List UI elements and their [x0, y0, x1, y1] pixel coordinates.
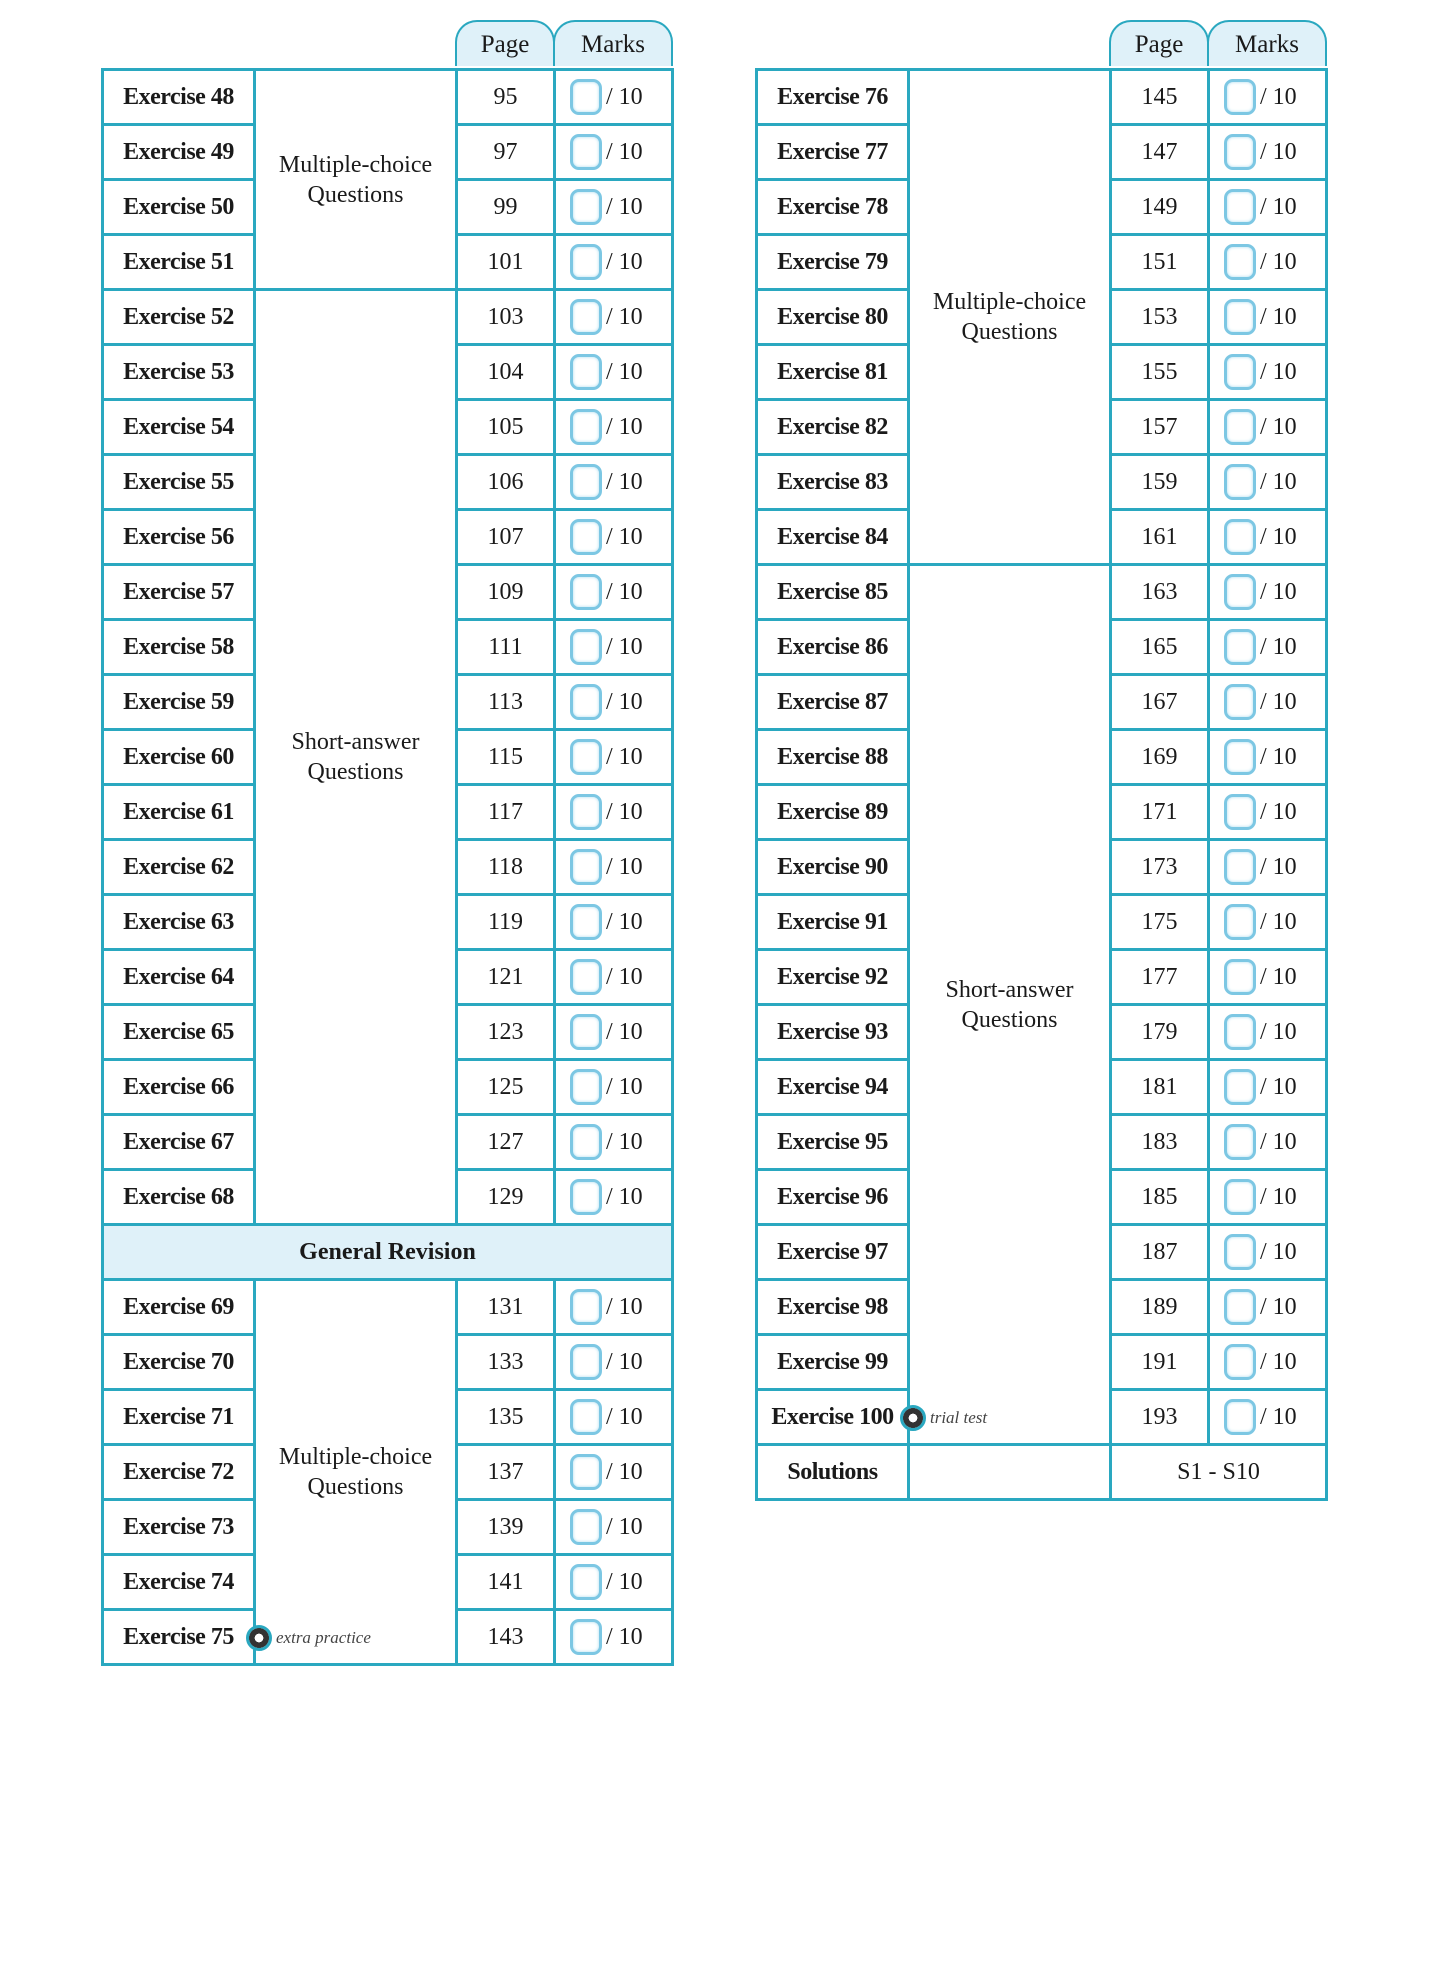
exercise-label: Exercise 97 — [757, 1225, 909, 1280]
page-number: 187 — [1111, 1225, 1209, 1280]
marks-input-box[interactable] — [570, 1179, 602, 1215]
page-number: 139 — [457, 1500, 555, 1555]
marks-out-of: / 10 — [606, 1128, 643, 1155]
marks-cell — [1209, 675, 1327, 730]
marks-input-box[interactable] — [1224, 739, 1256, 775]
marks-out-of: / 10 — [1260, 1128, 1297, 1155]
marks-cell — [555, 400, 673, 455]
marks-input-box[interactable] — [570, 794, 602, 830]
page-number: 143 — [457, 1610, 555, 1665]
marks-out-of: / 10 — [1260, 798, 1297, 825]
marks-cell — [555, 510, 673, 565]
table-row — [757, 1445, 1327, 1500]
empty-cell — [909, 1445, 1111, 1500]
marks-out-of: / 10 — [606, 1183, 643, 1210]
marks-cell — [1209, 620, 1327, 675]
marks-cell — [555, 1005, 673, 1060]
marks-input-box[interactable] — [570, 1069, 602, 1105]
page-number: 111 — [457, 620, 555, 675]
marks-input-box[interactable] — [570, 409, 602, 445]
page-number: 145 — [1111, 70, 1209, 125]
marks-input-box[interactable] — [570, 189, 602, 225]
marks-out-of: / 10 — [1260, 963, 1297, 990]
exercise-label: Exercise 55 — [103, 455, 255, 510]
exercise-label: Exercise 81 — [757, 345, 909, 400]
trial-test-icon — [900, 1405, 926, 1431]
marks-out-of: / 10 — [1260, 83, 1297, 110]
marks-out-of: / 10 — [1260, 1073, 1297, 1100]
exercise-label: Exercise 91 — [757, 895, 909, 950]
exercise-label: Exercise 89 — [757, 785, 909, 840]
badge — [246, 1623, 371, 1653]
page-number: 95 — [457, 70, 555, 125]
marks-out-of: / 10 — [1260, 1403, 1297, 1430]
page-number: 169 — [1111, 730, 1209, 785]
page-number: 153 — [1111, 290, 1209, 345]
page-number: 133 — [457, 1335, 555, 1390]
marks-out-of: / 10 — [606, 963, 643, 990]
page-number: 135 — [457, 1390, 555, 1445]
solutions-pages: S1 - S10 — [1111, 1445, 1327, 1500]
marks-input-box[interactable] — [570, 904, 602, 940]
column-headers — [101, 20, 674, 68]
marks-cell — [555, 1610, 673, 1665]
marks-out-of: / 10 — [606, 743, 643, 770]
exercise-label: Exercise 56 — [103, 510, 255, 565]
marks-out-of: / 10 — [1260, 908, 1297, 935]
page-column-header: Page — [1109, 20, 1209, 66]
marks-cell — [1209, 1060, 1327, 1115]
exercise-label: Exercise 90 — [757, 840, 909, 895]
question-type-cell: Short-answer Questions — [255, 290, 457, 1225]
marks-input-box[interactable] — [570, 739, 602, 775]
exercise-label: Exercise 61 — [103, 785, 255, 840]
exercise-label: Exercise 100 — [757, 1390, 909, 1445]
page-number: 163 — [1111, 565, 1209, 620]
marks-input-box[interactable] — [570, 959, 602, 995]
table-row — [103, 70, 673, 125]
marks-cell — [555, 620, 673, 675]
exercise-label: Exercise 96 — [757, 1170, 909, 1225]
marks-input-box[interactable] — [1224, 1289, 1256, 1325]
marks-out-of: / 10 — [606, 1458, 643, 1485]
marks-cell — [555, 1060, 673, 1115]
marks-cell — [1209, 895, 1327, 950]
exercise-label: Exercise 49 — [103, 125, 255, 180]
marks-cell — [1209, 785, 1327, 840]
page-number: 104 — [457, 345, 555, 400]
marks-out-of: / 10 — [606, 248, 643, 275]
marks-out-of: / 10 — [606, 853, 643, 880]
page-number: 119 — [457, 895, 555, 950]
section-heading: General Revision — [103, 1225, 673, 1280]
page-number: 106 — [457, 455, 555, 510]
marks-input-box[interactable] — [570, 1124, 602, 1160]
marks-input-box[interactable] — [570, 519, 602, 555]
marks-column-header: Marks — [553, 20, 673, 66]
marks-out-of: / 10 — [1260, 1018, 1297, 1045]
marks-input-box[interactable] — [1224, 904, 1256, 940]
marks-cell — [555, 1555, 673, 1610]
marks-out-of: / 10 — [1260, 193, 1297, 220]
marks-out-of: / 10 — [606, 413, 643, 440]
page-number: 157 — [1111, 400, 1209, 455]
marks-out-of: / 10 — [1260, 413, 1297, 440]
marks-cell — [1209, 345, 1327, 400]
question-type-cell: Short-answer Questions trial test — [909, 565, 1111, 1445]
marks-input-box[interactable] — [1224, 1344, 1256, 1380]
page-number: 159 — [1111, 455, 1209, 510]
page-number: 123 — [457, 1005, 555, 1060]
exercise-label: Exercise 71 — [103, 1390, 255, 1445]
exercise-label: Exercise 62 — [103, 840, 255, 895]
marks-cell — [555, 290, 673, 345]
marks-cell — [1209, 1390, 1327, 1445]
marks-out-of: / 10 — [1260, 523, 1297, 550]
page-number: 149 — [1111, 180, 1209, 235]
page-number: 117 — [457, 785, 555, 840]
marks-column-header: Marks — [1207, 20, 1327, 66]
marks-out-of: / 10 — [606, 1623, 643, 1650]
marks-out-of: / 10 — [1260, 303, 1297, 330]
marks-input-box[interactable] — [570, 1344, 602, 1380]
marks-input-box[interactable] — [570, 1399, 602, 1435]
marks-cell — [1209, 510, 1327, 565]
exercise-label: Exercise 87 — [757, 675, 909, 730]
exercise-label: Exercise 80 — [757, 290, 909, 345]
marks-out-of: / 10 — [606, 303, 643, 330]
marks-input-box[interactable] — [570, 1564, 602, 1600]
exercise-label: Exercise 79 — [757, 235, 909, 290]
marks-out-of: / 10 — [606, 633, 643, 660]
marks-cell — [555, 1390, 673, 1445]
marks-cell — [1209, 180, 1327, 235]
exercise-label: Exercise 85 — [757, 565, 909, 620]
exercise-label: Exercise 63 — [103, 895, 255, 950]
marks-cell — [1209, 840, 1327, 895]
exercise-label: Exercise 88 — [757, 730, 909, 785]
marks-out-of: / 10 — [606, 1348, 643, 1375]
exercise-label: Exercise 68 — [103, 1170, 255, 1225]
page-number: 141 — [457, 1555, 555, 1610]
page-number: 127 — [457, 1115, 555, 1170]
page-number: 147 — [1111, 125, 1209, 180]
page-number: 121 — [457, 950, 555, 1005]
marks-cell — [1209, 565, 1327, 620]
marks-out-of: / 10 — [606, 468, 643, 495]
exercise-label: Exercise 58 — [103, 620, 255, 675]
exercise-label: Exercise 92 — [757, 950, 909, 1005]
table-row — [757, 70, 1327, 125]
marks-cell — [555, 895, 673, 950]
page-number: 189 — [1111, 1280, 1209, 1335]
page-number: 131 — [457, 1280, 555, 1335]
marks-input-box[interactable] — [570, 1619, 602, 1655]
marks-cell — [1209, 455, 1327, 510]
marks-cell — [555, 730, 673, 785]
marks-input-box[interactable] — [1224, 464, 1256, 500]
exercise-label: Exercise 69 — [103, 1280, 255, 1335]
page-number: 103 — [457, 290, 555, 345]
question-type-cell: Multiple-choice Questions — [909, 70, 1111, 565]
badge-label: trial test — [930, 1408, 988, 1427]
marks-out-of: / 10 — [1260, 138, 1297, 165]
marks-input-box[interactable] — [1224, 189, 1256, 225]
page-number: 167 — [1111, 675, 1209, 730]
marks-cell — [1209, 730, 1327, 785]
marks-input-box[interactable] — [1224, 354, 1256, 390]
marks-input-box[interactable] — [1224, 849, 1256, 885]
marks-cell — [555, 840, 673, 895]
page-number: 118 — [457, 840, 555, 895]
page-number: 151 — [1111, 235, 1209, 290]
exercise-label: Exercise 76 — [757, 70, 909, 125]
marks-cell — [555, 345, 673, 400]
exercise-label: Exercise 70 — [103, 1335, 255, 1390]
table-row — [103, 1280, 673, 1335]
exercise-label: Exercise 86 — [757, 620, 909, 675]
marks-input-box[interactable] — [570, 1289, 602, 1325]
marks-out-of: / 10 — [606, 578, 643, 605]
page-number: 113 — [457, 675, 555, 730]
marks-cell — [1209, 125, 1327, 180]
page-number: 161 — [1111, 510, 1209, 565]
marks-cell — [1209, 70, 1327, 125]
marks-out-of: / 10 — [606, 1513, 643, 1540]
marks-input-box[interactable] — [1224, 794, 1256, 830]
marks-out-of: / 10 — [606, 1568, 643, 1595]
page-number: 183 — [1111, 1115, 1209, 1170]
marks-input-box[interactable] — [1224, 299, 1256, 335]
page-column-header: Page — [455, 20, 555, 66]
marks-cell — [1209, 290, 1327, 345]
marks-out-of: / 10 — [1260, 358, 1297, 385]
marks-cell — [555, 1335, 673, 1390]
marks-input-box[interactable] — [570, 574, 602, 610]
question-type-cell: Multiple-choice Questions — [255, 70, 457, 290]
marks-cell — [555, 70, 673, 125]
exercise-label: Exercise 72 — [103, 1445, 255, 1500]
exercise-label: Exercise 52 — [103, 290, 255, 345]
exercise-label: Exercise 48 — [103, 70, 255, 125]
exercise-label: Exercise 74 — [103, 1555, 255, 1610]
exercise-label: Exercise 84 — [757, 510, 909, 565]
marks-out-of: / 10 — [1260, 468, 1297, 495]
marks-input-box[interactable] — [1224, 629, 1256, 665]
badge-label: extra practice — [276, 1628, 371, 1647]
page-number: 177 — [1111, 950, 1209, 1005]
marks-cell — [1209, 235, 1327, 290]
page-number: 171 — [1111, 785, 1209, 840]
marks-cell — [555, 455, 673, 510]
marks-input-box[interactable] — [1224, 1069, 1256, 1105]
page-number: 137 — [457, 1445, 555, 1500]
marks-cell — [555, 675, 673, 730]
marks-cell — [555, 565, 673, 620]
page-number: 175 — [1111, 895, 1209, 950]
marks-input-box[interactable] — [570, 244, 602, 280]
marks-input-box[interactable] — [1224, 409, 1256, 445]
marks-out-of: / 10 — [606, 1293, 643, 1320]
marks-out-of: / 10 — [606, 908, 643, 935]
marks-out-of: / 10 — [1260, 853, 1297, 880]
marks-cell — [555, 125, 673, 180]
marks-cell — [555, 1115, 673, 1170]
exercise-label: Exercise 99 — [757, 1335, 909, 1390]
marks-input-box[interactable] — [570, 629, 602, 665]
marks-input-box[interactable] — [1224, 79, 1256, 115]
exercise-label: Exercise 73 — [103, 1500, 255, 1555]
marks-cell — [1209, 1225, 1327, 1280]
marks-input-box[interactable] — [1224, 1124, 1256, 1160]
solutions-label: Solutions — [757, 1445, 909, 1500]
marks-cell — [555, 235, 673, 290]
marks-cell — [1209, 1005, 1327, 1060]
marks-out-of: / 10 — [1260, 633, 1297, 660]
marks-out-of: / 10 — [606, 193, 643, 220]
exercise-label: Exercise 51 — [103, 235, 255, 290]
marks-input-box[interactable] — [570, 299, 602, 335]
page-number: 107 — [457, 510, 555, 565]
marks-input-box[interactable] — [570, 79, 602, 115]
marks-out-of: / 10 — [1260, 1348, 1297, 1375]
page-number: 129 — [457, 1170, 555, 1225]
exercise-label: Exercise 65 — [103, 1005, 255, 1060]
exercise-label: Exercise 53 — [103, 345, 255, 400]
marks-input-box[interactable] — [1224, 244, 1256, 280]
table-row — [757, 565, 1327, 620]
marks-out-of: / 10 — [606, 358, 643, 385]
page-number: 105 — [457, 400, 555, 455]
marks-out-of: / 10 — [606, 1403, 643, 1430]
marks-input-box[interactable] — [570, 849, 602, 885]
marks-out-of: / 10 — [606, 1018, 643, 1045]
exercise-label: Exercise 67 — [103, 1115, 255, 1170]
marks-out-of: / 10 — [606, 688, 643, 715]
page-number: 99 — [457, 180, 555, 235]
marks-cell — [555, 1170, 673, 1225]
exercise-label: Exercise 54 — [103, 400, 255, 455]
extra-practice-icon — [246, 1625, 272, 1651]
marks-cell — [1209, 1170, 1327, 1225]
marks-input-box[interactable] — [1224, 1179, 1256, 1215]
page-number: 155 — [1111, 345, 1209, 400]
marks-input-box[interactable] — [1224, 519, 1256, 555]
marks-input-box[interactable] — [1224, 684, 1256, 720]
marks-input-box[interactable] — [1224, 1399, 1256, 1435]
marks-cell — [1209, 1115, 1327, 1170]
exercise-label: Exercise 77 — [757, 125, 909, 180]
page-number: 191 — [1111, 1335, 1209, 1390]
page-number: 193 — [1111, 1390, 1209, 1445]
marks-out-of: / 10 — [606, 1073, 643, 1100]
page-number: 101 — [457, 235, 555, 290]
marks-input-box[interactable] — [570, 684, 602, 720]
exercise-label: Exercise 93 — [757, 1005, 909, 1060]
marks-input-box[interactable] — [1224, 574, 1256, 610]
exercise-table — [755, 68, 1328, 1501]
marks-input-box[interactable] — [570, 464, 602, 500]
exercise-label: Exercise 59 — [103, 675, 255, 730]
marks-cell — [555, 1500, 673, 1555]
marks-input-box[interactable] — [1224, 959, 1256, 995]
marks-out-of: / 10 — [606, 83, 643, 110]
exercise-label: Exercise 82 — [757, 400, 909, 455]
exercise-label: Exercise 64 — [103, 950, 255, 1005]
exercise-label: Exercise 98 — [757, 1280, 909, 1335]
marks-input-box[interactable] — [1224, 1014, 1256, 1050]
marks-cell — [555, 180, 673, 235]
marks-cell — [1209, 1335, 1327, 1390]
marks-out-of: / 10 — [1260, 578, 1297, 605]
marks-cell — [555, 950, 673, 1005]
right-progress-table — [755, 20, 1328, 1501]
column-headers — [755, 20, 1328, 68]
marks-input-box[interactable] — [570, 1509, 602, 1545]
page-number: 109 — [457, 565, 555, 620]
marks-cell — [1209, 400, 1327, 455]
section-row — [103, 1225, 673, 1280]
exercise-label: Exercise 50 — [103, 180, 255, 235]
marks-cell — [555, 1445, 673, 1500]
marks-cell — [1209, 1280, 1327, 1335]
marks-input-box[interactable] — [1224, 1234, 1256, 1270]
marks-out-of: / 10 — [1260, 743, 1297, 770]
marks-input-box[interactable] — [1224, 134, 1256, 170]
exercise-label: Exercise 94 — [757, 1060, 909, 1115]
question-type-cell: Multiple-choice Questions extra practice — [255, 1280, 457, 1665]
marks-out-of: / 10 — [1260, 1293, 1297, 1320]
exercise-label: Exercise 66 — [103, 1060, 255, 1115]
marks-out-of: / 10 — [1260, 688, 1297, 715]
page-number: 181 — [1111, 1060, 1209, 1115]
marks-input-box[interactable] — [570, 134, 602, 170]
marks-cell — [555, 1280, 673, 1335]
marks-out-of: / 10 — [1260, 1183, 1297, 1210]
badge — [900, 1403, 987, 1433]
page-number: 185 — [1111, 1170, 1209, 1225]
exercise-label: Exercise 95 — [757, 1115, 909, 1170]
marks-out-of: / 10 — [1260, 248, 1297, 275]
exercise-table — [101, 68, 674, 1666]
marks-input-box[interactable] — [570, 1014, 602, 1050]
page-number: 165 — [1111, 620, 1209, 675]
page-number: 115 — [457, 730, 555, 785]
marks-input-box[interactable] — [570, 1454, 602, 1490]
left-progress-table — [101, 20, 674, 1666]
table-row — [103, 290, 673, 345]
exercise-label: Exercise 60 — [103, 730, 255, 785]
page-number: 125 — [457, 1060, 555, 1115]
marks-cell — [555, 785, 673, 840]
marks-out-of: / 10 — [1260, 1238, 1297, 1265]
exercise-label: Exercise 83 — [757, 455, 909, 510]
page-number: 97 — [457, 125, 555, 180]
marks-cell — [1209, 950, 1327, 1005]
marks-out-of: / 10 — [606, 523, 643, 550]
exercise-label: Exercise 75 — [103, 1610, 255, 1665]
page-number: 173 — [1111, 840, 1209, 895]
marks-out-of: / 10 — [606, 138, 643, 165]
exercise-label: Exercise 57 — [103, 565, 255, 620]
marks-input-box[interactable] — [570, 354, 602, 390]
page-number: 179 — [1111, 1005, 1209, 1060]
exercise-label: Exercise 78 — [757, 180, 909, 235]
marks-out-of: / 10 — [606, 798, 643, 825]
